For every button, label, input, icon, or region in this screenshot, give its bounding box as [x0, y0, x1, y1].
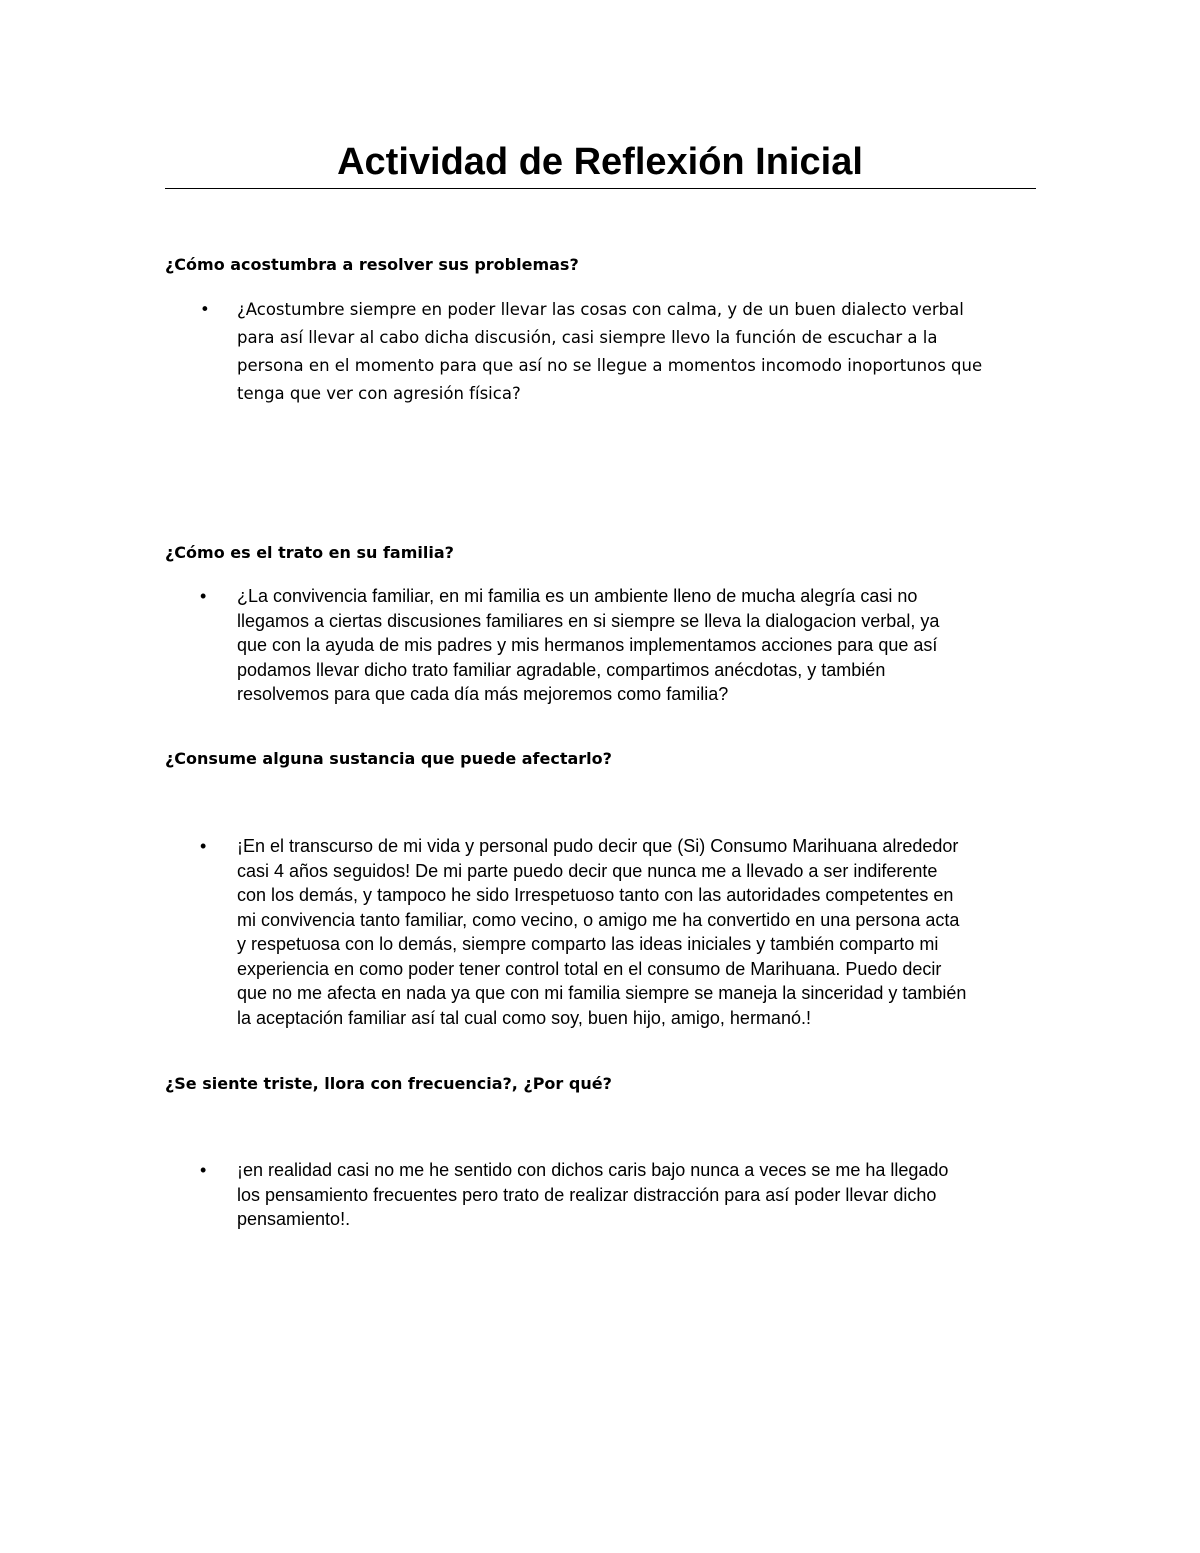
answer-line: tenga que ver con agresión física?: [237, 384, 521, 403]
question-4: ¿Se siente triste, llora con frecuencia?, ¿Por qué?: [165, 1074, 612, 1093]
answer-line: mi convivencia tanto familiar, como vecino, o amigo me ha convertido en una persona acta: [237, 909, 960, 930]
answer-line: y respetuosa con lo demás, siempre comparto las ideas iniciales y también comparto mi: [237, 934, 939, 954]
answer-line: con los demás, y tampoco he sido Irrespetuoso tanto con las autoridades competentes en: [237, 885, 954, 905]
question-2: ¿Cómo es el trato en su familia?: [165, 543, 454, 562]
answer-line: pensamiento!.: [237, 1209, 351, 1229]
answer-1-text: [237, 296, 1037, 408]
answer-line: ¿Acostumbre siempre en poder llevar las cosas con calma, y de un buen dialecto verbal: [237, 300, 964, 319]
answer-line: para así llevar al cabo dicha discusión, casi siempre llevo la función de escuchar a la: [237, 328, 938, 347]
answer-2-text: [237, 584, 1037, 707]
title-underline: [165, 188, 1036, 189]
answer-line: casi 4 años seguidos! De mi parte puedo decir que nunca me a llevado a ser indiferente: [237, 860, 938, 881]
answer-line: ¡en realidad casi no me he sentido con dichos caris bajo nunca a veces se me ha llegado: [237, 1160, 949, 1180]
answer-line: ¡En el transcurso de mi vida y personal pudo decir que (Si) Consumo Marihuana alrededor: [237, 836, 959, 856]
answer-line: experiencia en como poder tener control total en el consumo de Marihuana. Puedo decir: [237, 958, 942, 979]
document-title: Actividad de Reflexión Inicial: [337, 141, 863, 183]
answer-line: ¿La convivencia familiar, en mi familia es un ambiente lleno de mucha alegría casi no: [237, 586, 918, 606]
question-1: ¿Cómo acostumbra a resolver sus problemas?: [165, 255, 579, 274]
bullet-icon: •: [200, 1160, 207, 1180]
answer-line: los pensamiento frecuentes pero trato de realizar distracción para así poder llevar dicho: [237, 1184, 937, 1205]
answer-4-text: [237, 1158, 1037, 1232]
bullet-icon: •: [200, 836, 207, 856]
answer-line: la aceptación familiar así tal cual como soy, buen hijo, amigo, hermanó.!: [237, 1007, 811, 1028]
answer-line: que con la ayuda de mis padres y mis hermanos implementamos acciones para que así: [237, 635, 938, 655]
answer-line: que no me afecta en nada ya que con mi familia siempre se maneja la sinceridad y también: [237, 983, 967, 1003]
answer-line: resolvemos para que cada día más mejoremos como familia?: [237, 684, 729, 704]
bullet-icon: •: [200, 300, 210, 319]
bullet-icon: •: [200, 586, 207, 606]
question-3: ¿Consume alguna sustancia que puede afectarlo?: [165, 749, 612, 768]
answer-line: persona en el momento para que así no se llegue a momentos incomodo inoportunos que: [237, 356, 983, 375]
answer-line: podamos llevar dicho trato familiar agradable, compartimos anécdotas, y también: [237, 659, 886, 680]
answer-line: llegamos a ciertas discusiones familiares en si siempre se lleva la dialogacion verbal, ya: [237, 610, 940, 631]
answer-3-text: [237, 834, 1037, 1030]
